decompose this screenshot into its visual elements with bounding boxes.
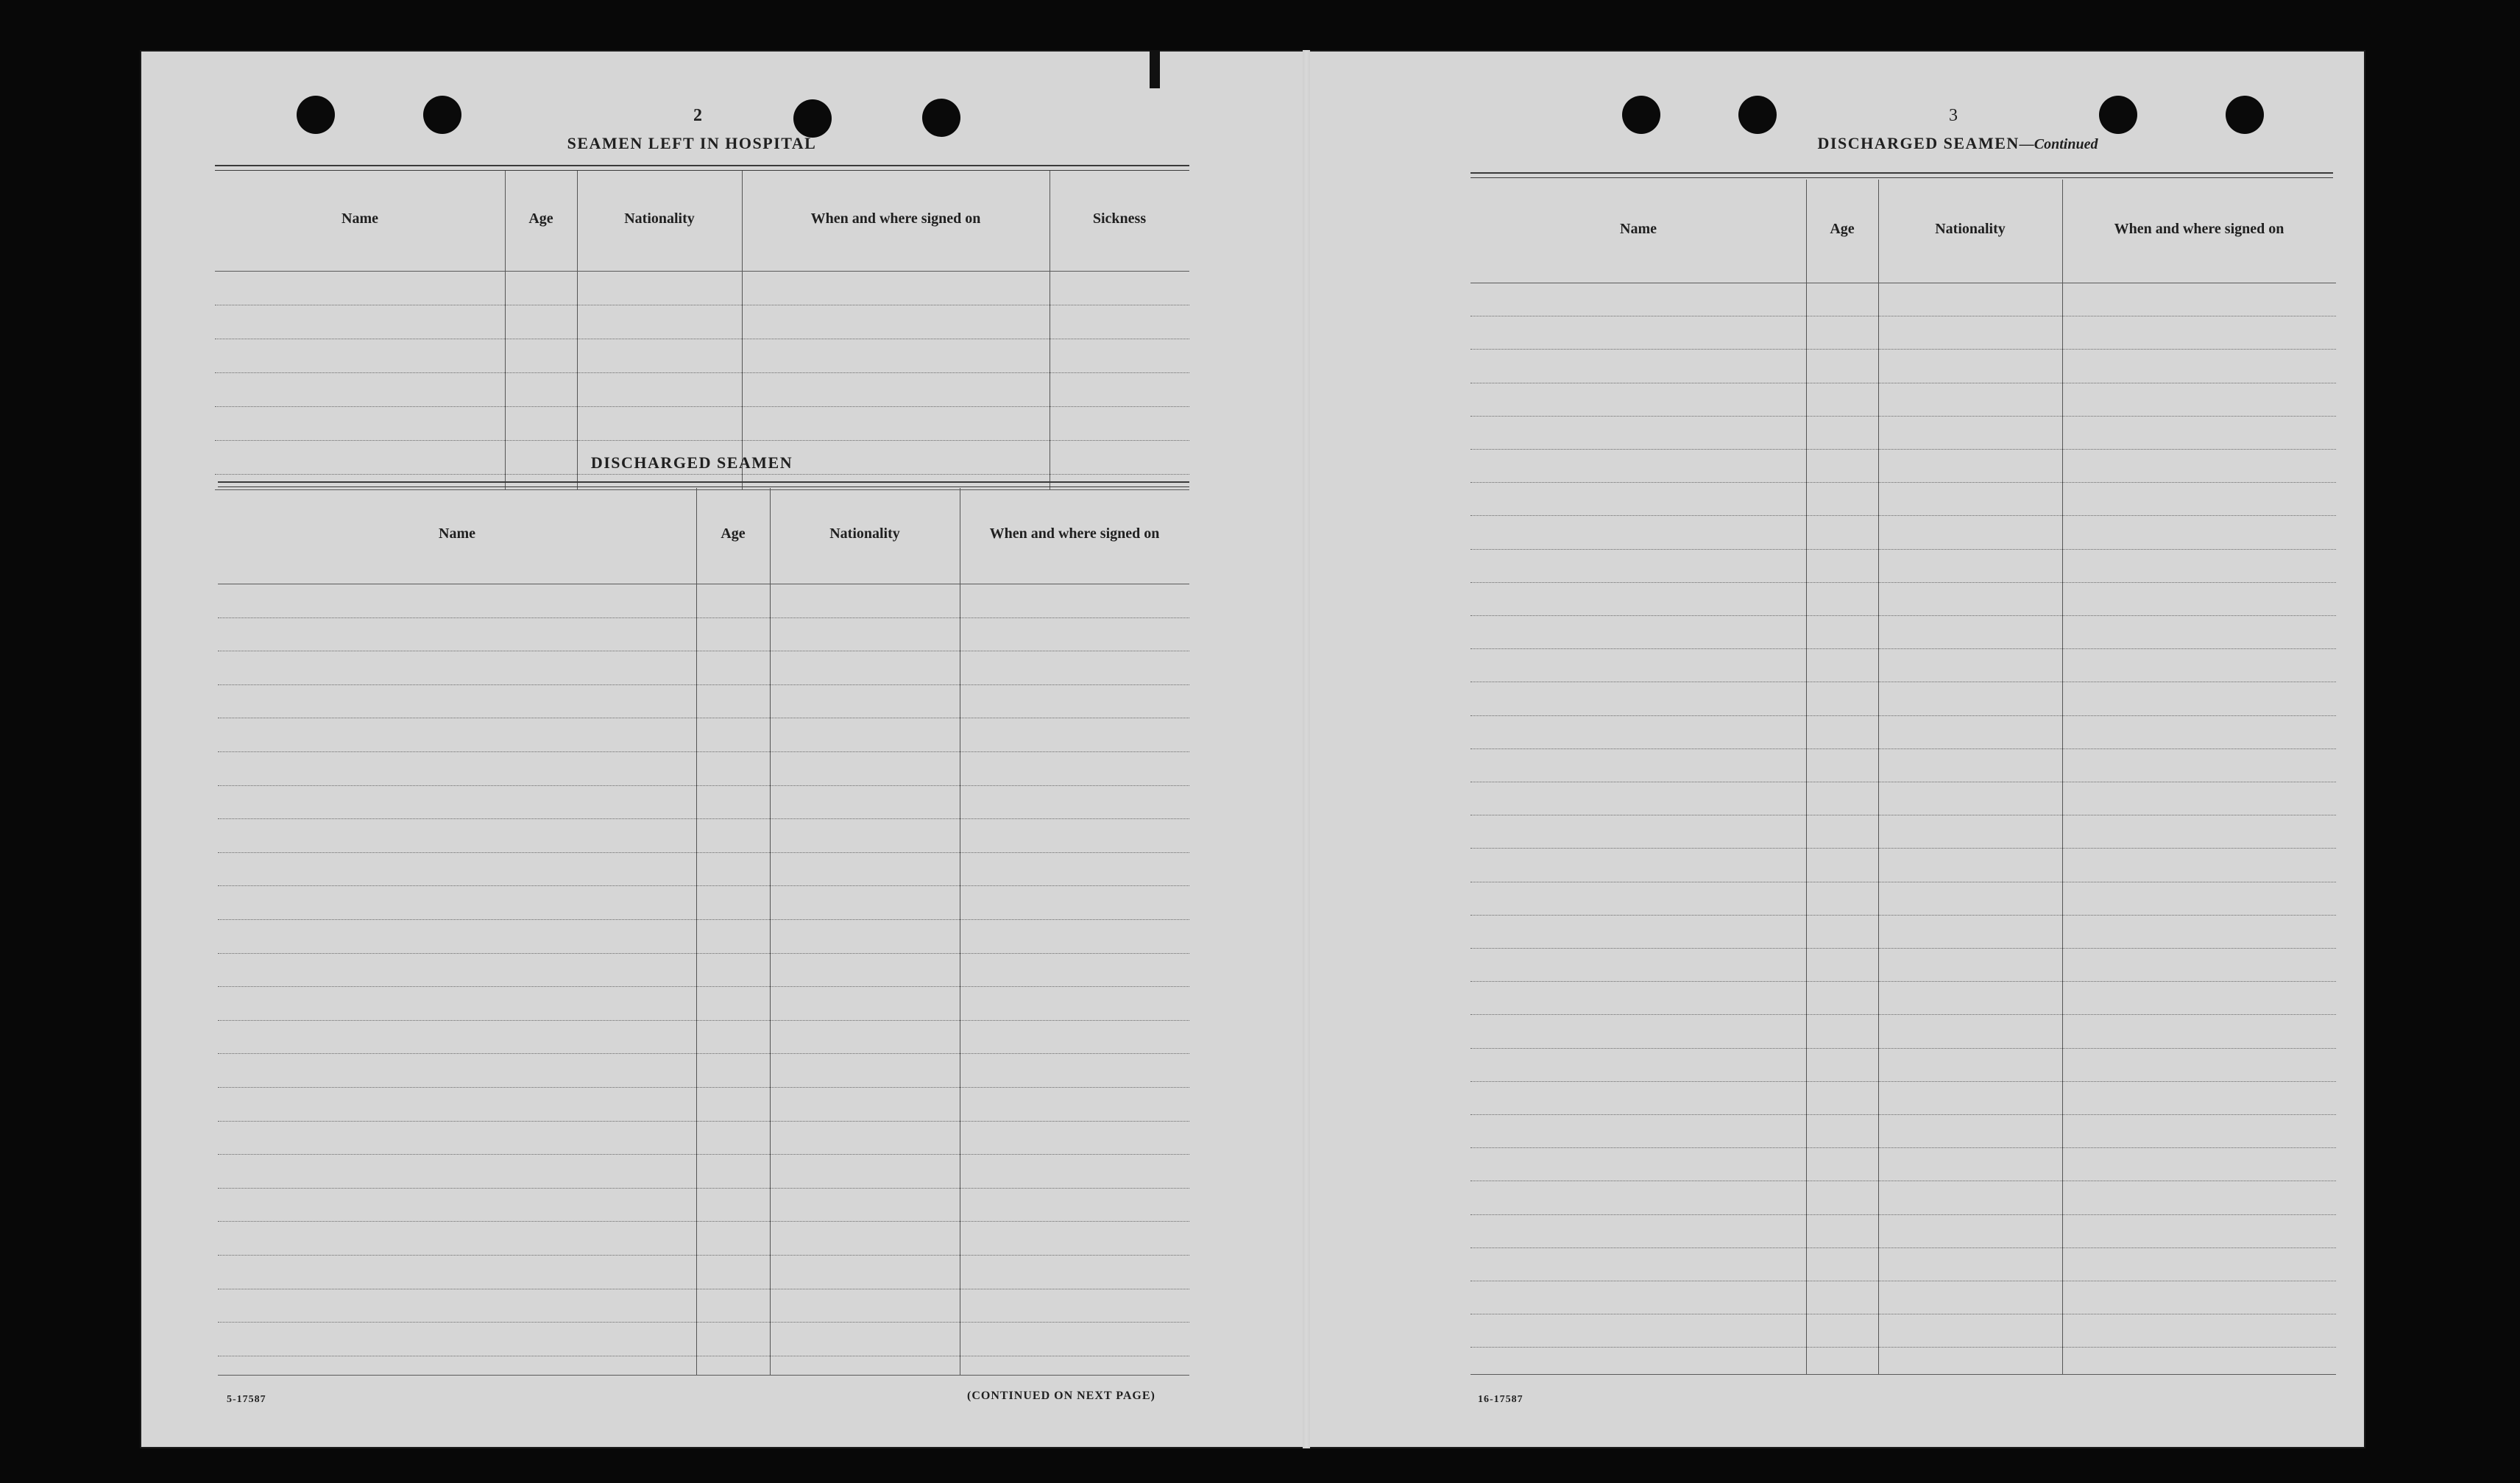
discharged-continued-suffix: —Continued [2019, 136, 2098, 152]
table-row [1470, 1114, 2336, 1115]
punch-hole [423, 96, 461, 134]
column-divider [770, 488, 771, 1376]
section-rule [218, 481, 1189, 487]
column-divider [696, 488, 697, 1376]
column-header: Name [341, 210, 378, 227]
column-divider [2062, 180, 2063, 1375]
table-row [1470, 748, 2336, 749]
section-rule [1470, 172, 2333, 178]
column-divider [1806, 180, 1807, 1375]
table-bottom-rule [218, 1375, 1189, 1376]
punch-hole [793, 99, 832, 138]
table-row [218, 1255, 1189, 1256]
table-row [1470, 715, 2336, 716]
table-row [218, 953, 1189, 954]
table-row [215, 406, 1189, 407]
table-row [218, 1121, 1189, 1122]
column-header: Nationality [624, 210, 695, 227]
table-row [218, 1087, 1189, 1088]
left-page [140, 50, 1303, 1448]
column-header: When and where signed on [989, 525, 1160, 542]
torn-edge [1150, 50, 1160, 88]
column-header: Name [1620, 221, 1657, 237]
table-bottom-rule [1470, 1374, 2336, 1375]
table-row [1470, 1247, 2336, 1248]
table-row [1470, 1014, 2336, 1015]
form-number: 5-17587 [227, 1394, 266, 1405]
column-header: When and where signed on [2114, 221, 2284, 237]
punch-hole [2226, 96, 2264, 134]
table-row [215, 440, 1189, 441]
table-row [1470, 915, 2336, 916]
table-row [1470, 349, 2336, 350]
table-row [1470, 416, 2336, 417]
table-row [215, 372, 1189, 373]
hospital-table [215, 171, 1189, 490]
table-row [218, 1322, 1189, 1323]
table-row [218, 1020, 1189, 1021]
table-row [1470, 1081, 2336, 1082]
discharged-section-title: DISCHARGED SEAMEN [590, 453, 793, 472]
table-row [1470, 549, 2336, 550]
table-row [215, 474, 1189, 475]
discharged-continued-title [1774, 134, 2142, 153]
table-row [218, 684, 1189, 685]
table-row [1470, 1214, 2336, 1215]
table-row [1470, 981, 2336, 982]
section-rule [215, 165, 1189, 171]
table-row [218, 1221, 1189, 1222]
right-page [1303, 50, 2365, 1448]
table-row [1470, 1147, 2336, 1148]
discharged-continued-title-main: DISCHARGED SEAMEN [1817, 134, 2020, 152]
table-row [1470, 449, 2336, 450]
column-header: Name [439, 525, 475, 542]
discharged-table [218, 488, 1189, 1376]
page-number: 2 [693, 106, 702, 125]
column-header: Nationality [829, 525, 900, 542]
table-row [1470, 515, 2336, 516]
table-row [218, 785, 1189, 786]
column-divider [1878, 180, 1879, 1375]
table-row [1470, 848, 2336, 849]
table-row [1470, 1048, 2336, 1049]
column-header: Nationality [1935, 221, 2006, 237]
column-header: Age [1830, 221, 1855, 237]
column-header: Age [528, 210, 553, 227]
header-rule [215, 271, 1189, 272]
table-row [218, 1154, 1189, 1155]
table-row [218, 885, 1189, 886]
table-row [218, 751, 1189, 752]
hospital-section-title: SEAMEN LEFT IN HOSPITAL [567, 134, 817, 152]
table-row [1470, 582, 2336, 583]
table-row [218, 818, 1189, 819]
table-row [218, 1188, 1189, 1189]
table-row [1470, 615, 2336, 616]
table-row [1470, 648, 2336, 649]
punch-hole [297, 96, 335, 134]
table-row [1470, 482, 2336, 483]
punch-hole [1622, 96, 1660, 134]
table-row [1470, 1347, 2336, 1348]
page-number: 3 [1949, 106, 1958, 125]
column-header: When and where signed on [810, 210, 981, 227]
form-number: 16-17587 [1478, 1394, 1523, 1405]
table-row [218, 919, 1189, 920]
table-row [218, 986, 1189, 987]
punch-hole [2099, 96, 2137, 134]
table-row [218, 617, 1189, 618]
continued-note: (CONTINUED ON NEXT PAGE) [967, 1390, 1155, 1402]
table-row [218, 852, 1189, 853]
punch-hole [922, 99, 960, 137]
discharged-continued-table [1470, 180, 2336, 1375]
punch-hole [1738, 96, 1777, 134]
column-header: Age [721, 525, 746, 542]
ledger-sheet [140, 50, 2365, 1448]
column-header: Sickness [1092, 210, 1147, 227]
table-row [218, 1053, 1189, 1054]
table-row [1470, 948, 2336, 949]
